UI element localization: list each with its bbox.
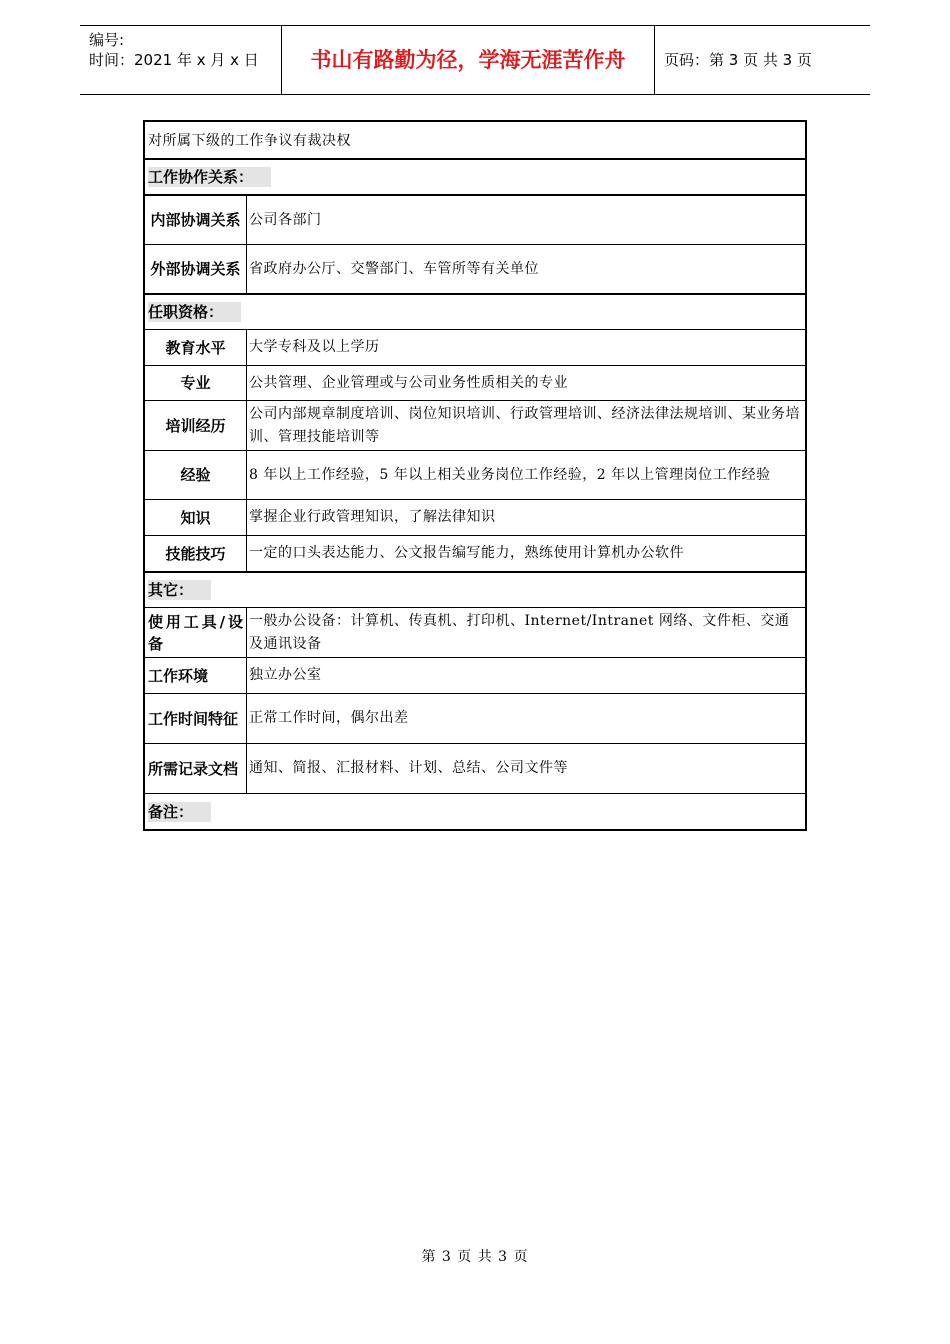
section-title: 其它： xyxy=(148,580,211,600)
row-value: 大学专科及以上学历 xyxy=(249,339,380,355)
section-title: 备注： xyxy=(148,802,211,822)
row-value: 公共管理、企业管理或与公司业务性质相关的专业 xyxy=(249,374,568,391)
table-row xyxy=(145,694,805,744)
header-motto: 书山有路勤为径，学海无涯苦作舟 xyxy=(310,48,626,72)
table-row xyxy=(145,245,805,295)
row-value: 掌握企业行政管理知识，了解法律知识 xyxy=(249,509,496,525)
section-header-other xyxy=(145,573,805,608)
document-date: 时间：2021 年 x 月 x 日 xyxy=(89,51,259,69)
row-value: 省政府办公厅、交警部门、车管所等有关单位 xyxy=(249,260,539,277)
row-value: 公司各部门 xyxy=(249,211,322,228)
row-label: 工作环境 xyxy=(145,658,247,693)
section-title: 工作协作关系： xyxy=(148,167,271,187)
row-label: 技能技巧 xyxy=(145,536,247,571)
row-value: 公司内部规章制度培训、岗位知识培训、行政管理培训、经济法律法规培训、某业务培训、管理技能培训等 xyxy=(249,405,800,445)
table-row xyxy=(145,330,805,366)
table-row xyxy=(145,451,805,500)
table-row xyxy=(145,608,805,658)
row-label: 专业 xyxy=(145,366,247,400)
header-page-info: 页码：第 3 页 共 3 页 xyxy=(664,51,812,69)
row-label: 培训经历 xyxy=(145,401,247,450)
row-label: 内部协调关系 xyxy=(145,196,247,244)
row-label: 经验 xyxy=(145,451,247,499)
table-row xyxy=(145,744,805,794)
row-label: 外部协调关系 xyxy=(145,245,247,293)
header-divider xyxy=(654,26,655,94)
row-value: 8 年以上工作经验，5 年以上相关业务岗位工作经验，2 年以上管理岗位工作经验 xyxy=(249,466,771,483)
row-label: 所需记录文档 xyxy=(145,744,247,793)
section-header-qualification xyxy=(145,295,805,330)
row-label: 使用工具/设备 xyxy=(145,608,247,657)
table-row xyxy=(145,500,805,536)
job-description-table xyxy=(143,120,807,831)
table-row xyxy=(145,122,805,160)
authority-text: 对所属下级的工作争议有裁决权 xyxy=(148,133,351,149)
table-row xyxy=(145,401,805,451)
table-row xyxy=(145,658,805,694)
row-value: 独立办公室 xyxy=(249,667,322,683)
section-header-cooperation xyxy=(145,160,805,196)
row-value: 正常工作时间，偶尔出差 xyxy=(249,710,409,726)
table-row xyxy=(145,366,805,401)
section-header-remarks xyxy=(145,794,805,829)
row-value: 通知、简报、汇报材料、计划、总结、公司文件等 xyxy=(249,760,568,776)
header-meta xyxy=(89,30,259,70)
section-title: 任职资格： xyxy=(148,302,241,322)
row-value: 一般办公设备：计算机、传真机、打印机、Internet/Intranet 网络、文件柜、交通及通讯设备 xyxy=(249,612,790,652)
page-header xyxy=(80,25,870,95)
row-value: 一定的口头表达能力、公文报告编写能力，熟练使用计算机办公软件 xyxy=(249,545,684,561)
row-label: 工作时间特征 xyxy=(145,694,247,743)
page-footer: 第 3 页 共 3 页 xyxy=(421,1249,529,1265)
document-number-label: 编号: xyxy=(89,31,125,49)
table-row xyxy=(145,536,805,573)
row-label: 教育水平 xyxy=(145,330,247,365)
table-row xyxy=(145,196,805,245)
row-label: 知识 xyxy=(145,500,247,535)
